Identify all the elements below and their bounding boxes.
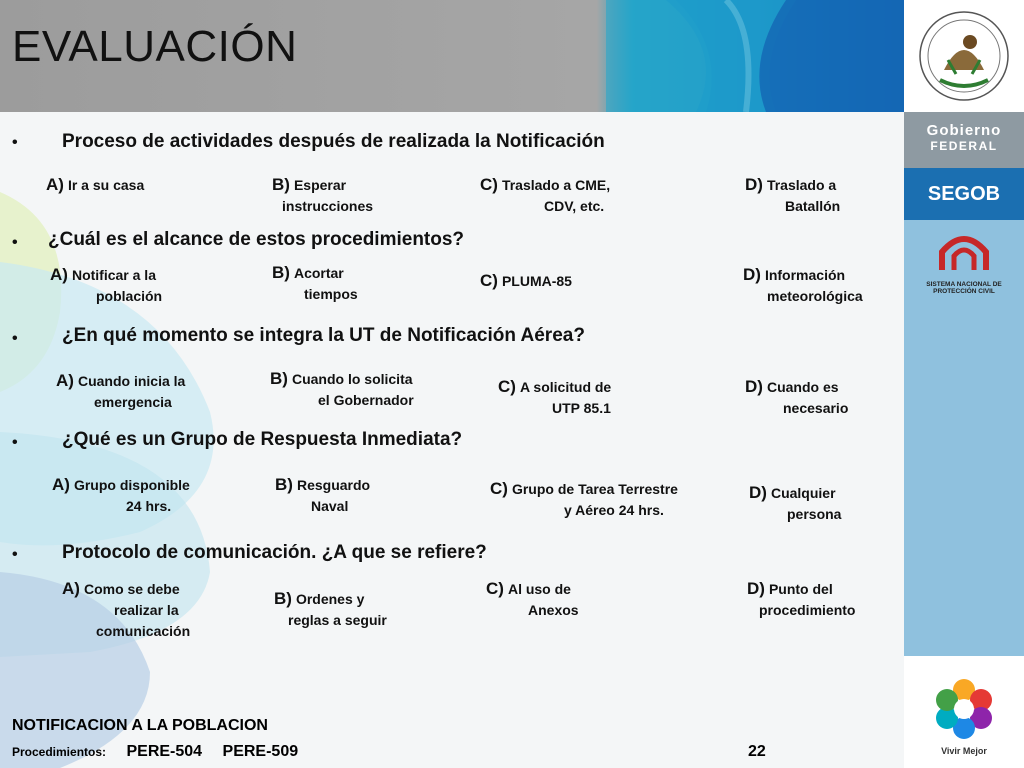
option-text-2: Naval <box>311 498 349 514</box>
option-letter: A) <box>46 175 64 194</box>
seal-panel <box>904 0 1024 112</box>
q4-option-c[interactable] <box>490 478 678 521</box>
q3-option-c[interactable] <box>498 376 611 419</box>
bullet-5: • <box>12 546 18 563</box>
segob-banner: SEGOB <box>904 168 1024 220</box>
option-letter: C) <box>480 175 498 194</box>
option-text-2: necesario <box>783 400 849 416</box>
mexican-seal-icon <box>904 0 1024 112</box>
q5-option-d[interactable] <box>747 578 855 621</box>
option-text-2: realizar la <box>114 602 179 618</box>
option-text-2: meteorológica <box>767 288 863 304</box>
option-letter: D) <box>745 377 763 396</box>
q4-option-b[interactable] <box>275 474 370 517</box>
bullet-3: • <box>12 330 18 347</box>
procedure-code-2: PERE-509 <box>222 743 299 760</box>
gobierno-federal-banner <box>904 112 1024 168</box>
vivir-mejor-label: Vivir Mejor <box>941 746 987 756</box>
option-letter: B) <box>272 175 290 194</box>
option-letter: D) <box>745 175 763 194</box>
option-text: Ordenes y <box>295 591 365 607</box>
option-letter: B) <box>274 589 292 608</box>
option-text: Cuando es <box>766 379 839 395</box>
federal-label: FEDERAL <box>930 139 998 153</box>
option-text: Ir a su casa <box>67 177 145 193</box>
option-text-3: comunicación <box>96 623 191 639</box>
option-text-2: emergencia <box>94 394 172 410</box>
vivir-mejor-panel <box>904 656 1024 768</box>
option-text-2: 24 hrs. <box>126 498 172 514</box>
option-text-2: Anexos <box>528 602 579 618</box>
procedures-label: Procedimientos: <box>12 745 107 759</box>
option-text: Información <box>764 267 846 283</box>
footer-title: NOTIFICACION A LA POBLACION <box>12 717 268 734</box>
q3-option-b[interactable] <box>270 368 414 411</box>
option-text-2: reglas a seguir <box>288 612 387 628</box>
option-letter: B) <box>270 369 288 388</box>
question-5: Protocolo de comunicación. ¿A que se refiere? <box>62 542 487 563</box>
option-text: Grupo disponible <box>73 477 190 493</box>
question-2: ¿Cuál es el alcance de estos procedimientos? <box>48 229 465 250</box>
header-ribbon-graphic <box>606 0 904 112</box>
option-text: PLUMA-85 <box>501 273 572 289</box>
option-text-2: Batallón <box>785 198 841 214</box>
q2-option-a[interactable] <box>50 264 162 307</box>
option-text: Resguardo <box>296 477 371 493</box>
q5-option-a[interactable] <box>62 578 190 642</box>
proteccion-civil-logo <box>904 226 1024 312</box>
page-number: 22 <box>748 743 766 760</box>
option-letter: C) <box>498 377 516 396</box>
bullet-1: • <box>12 134 18 151</box>
proteccion-civil-icon <box>934 226 994 276</box>
option-text: Cuando inicia la <box>77 373 186 389</box>
option-text-2: y Aéreo 24 hrs. <box>564 502 664 518</box>
question-3: ¿En qué momento se integra la UT de Notificación Aérea? <box>62 325 585 346</box>
option-letter: D) <box>743 265 761 284</box>
q5-option-c[interactable] <box>486 578 579 621</box>
q3-option-d[interactable] <box>745 376 848 419</box>
slide-content <box>0 112 904 768</box>
proteccion-civil-text: SISTEMA NACIONAL DE PROTECCIÓN CIVIL <box>926 281 1002 295</box>
option-letter: B) <box>272 263 290 282</box>
right-sidebar <box>904 0 1024 768</box>
footer-procedures <box>12 743 298 761</box>
option-text: Al uso de <box>507 581 571 597</box>
option-text-2: el Gobernador <box>318 392 414 408</box>
q5-option-b[interactable] <box>274 588 387 631</box>
option-letter: A) <box>56 371 74 390</box>
option-text-2: tiempos <box>304 286 358 302</box>
q1-option-a[interactable] <box>46 174 144 196</box>
option-text: Acortar <box>293 265 344 281</box>
option-text: Cualquier <box>770 485 836 501</box>
option-letter: D) <box>749 483 767 502</box>
option-letter: B) <box>275 475 293 494</box>
question-4: ¿Qué es un Grupo de Respuesta Inmediata? <box>62 429 463 450</box>
vivir-mejor-flower-icon <box>929 674 999 744</box>
procedure-code-1: PERE-504 <box>126 743 203 760</box>
option-letter: C) <box>480 271 498 290</box>
option-text: Cuando lo solicita <box>291 371 413 387</box>
option-text: Esperar <box>293 177 347 193</box>
option-text: Grupo de Tarea Terrestre <box>511 481 678 497</box>
option-text: Traslado a CME, <box>501 177 611 193</box>
q4-option-a[interactable] <box>52 474 190 517</box>
option-text-2: procedimiento <box>759 602 856 618</box>
q1-option-b[interactable] <box>272 174 373 217</box>
option-text: Como se debe <box>83 581 180 597</box>
option-letter: C) <box>486 579 504 598</box>
page-title: EVALUACIÓN <box>12 22 298 71</box>
q4-option-d[interactable] <box>749 482 841 525</box>
q1-option-d[interactable] <box>745 174 840 217</box>
option-text-2: UTP 85.1 <box>552 400 611 416</box>
bullet-4: • <box>12 434 18 451</box>
option-text: A solicitud de <box>519 379 612 395</box>
q2-option-c[interactable] <box>480 270 572 292</box>
option-text-2: población <box>96 288 163 304</box>
question-1: Proceso de actividades después de realizada la Notificación <box>62 131 605 152</box>
option-text: Notificar a la <box>71 267 156 283</box>
option-text: Punto del <box>768 581 833 597</box>
q3-option-a[interactable] <box>56 370 185 413</box>
option-text-2: persona <box>787 506 842 522</box>
q1-option-c[interactable] <box>480 174 610 217</box>
q2-option-d[interactable] <box>743 264 863 307</box>
option-letter: C) <box>490 479 508 498</box>
option-letter: A) <box>52 475 70 494</box>
option-letter: A) <box>50 265 68 284</box>
option-text-2: instrucciones <box>282 198 374 214</box>
bullet-2: • <box>12 234 18 251</box>
q2-option-b[interactable] <box>272 262 358 305</box>
option-text-2: CDV, etc. <box>544 198 605 214</box>
gobierno-label: Gobierno <box>926 122 1002 139</box>
option-letter: A) <box>62 579 80 598</box>
option-text: Traslado a <box>766 177 837 193</box>
option-letter: D) <box>747 579 765 598</box>
